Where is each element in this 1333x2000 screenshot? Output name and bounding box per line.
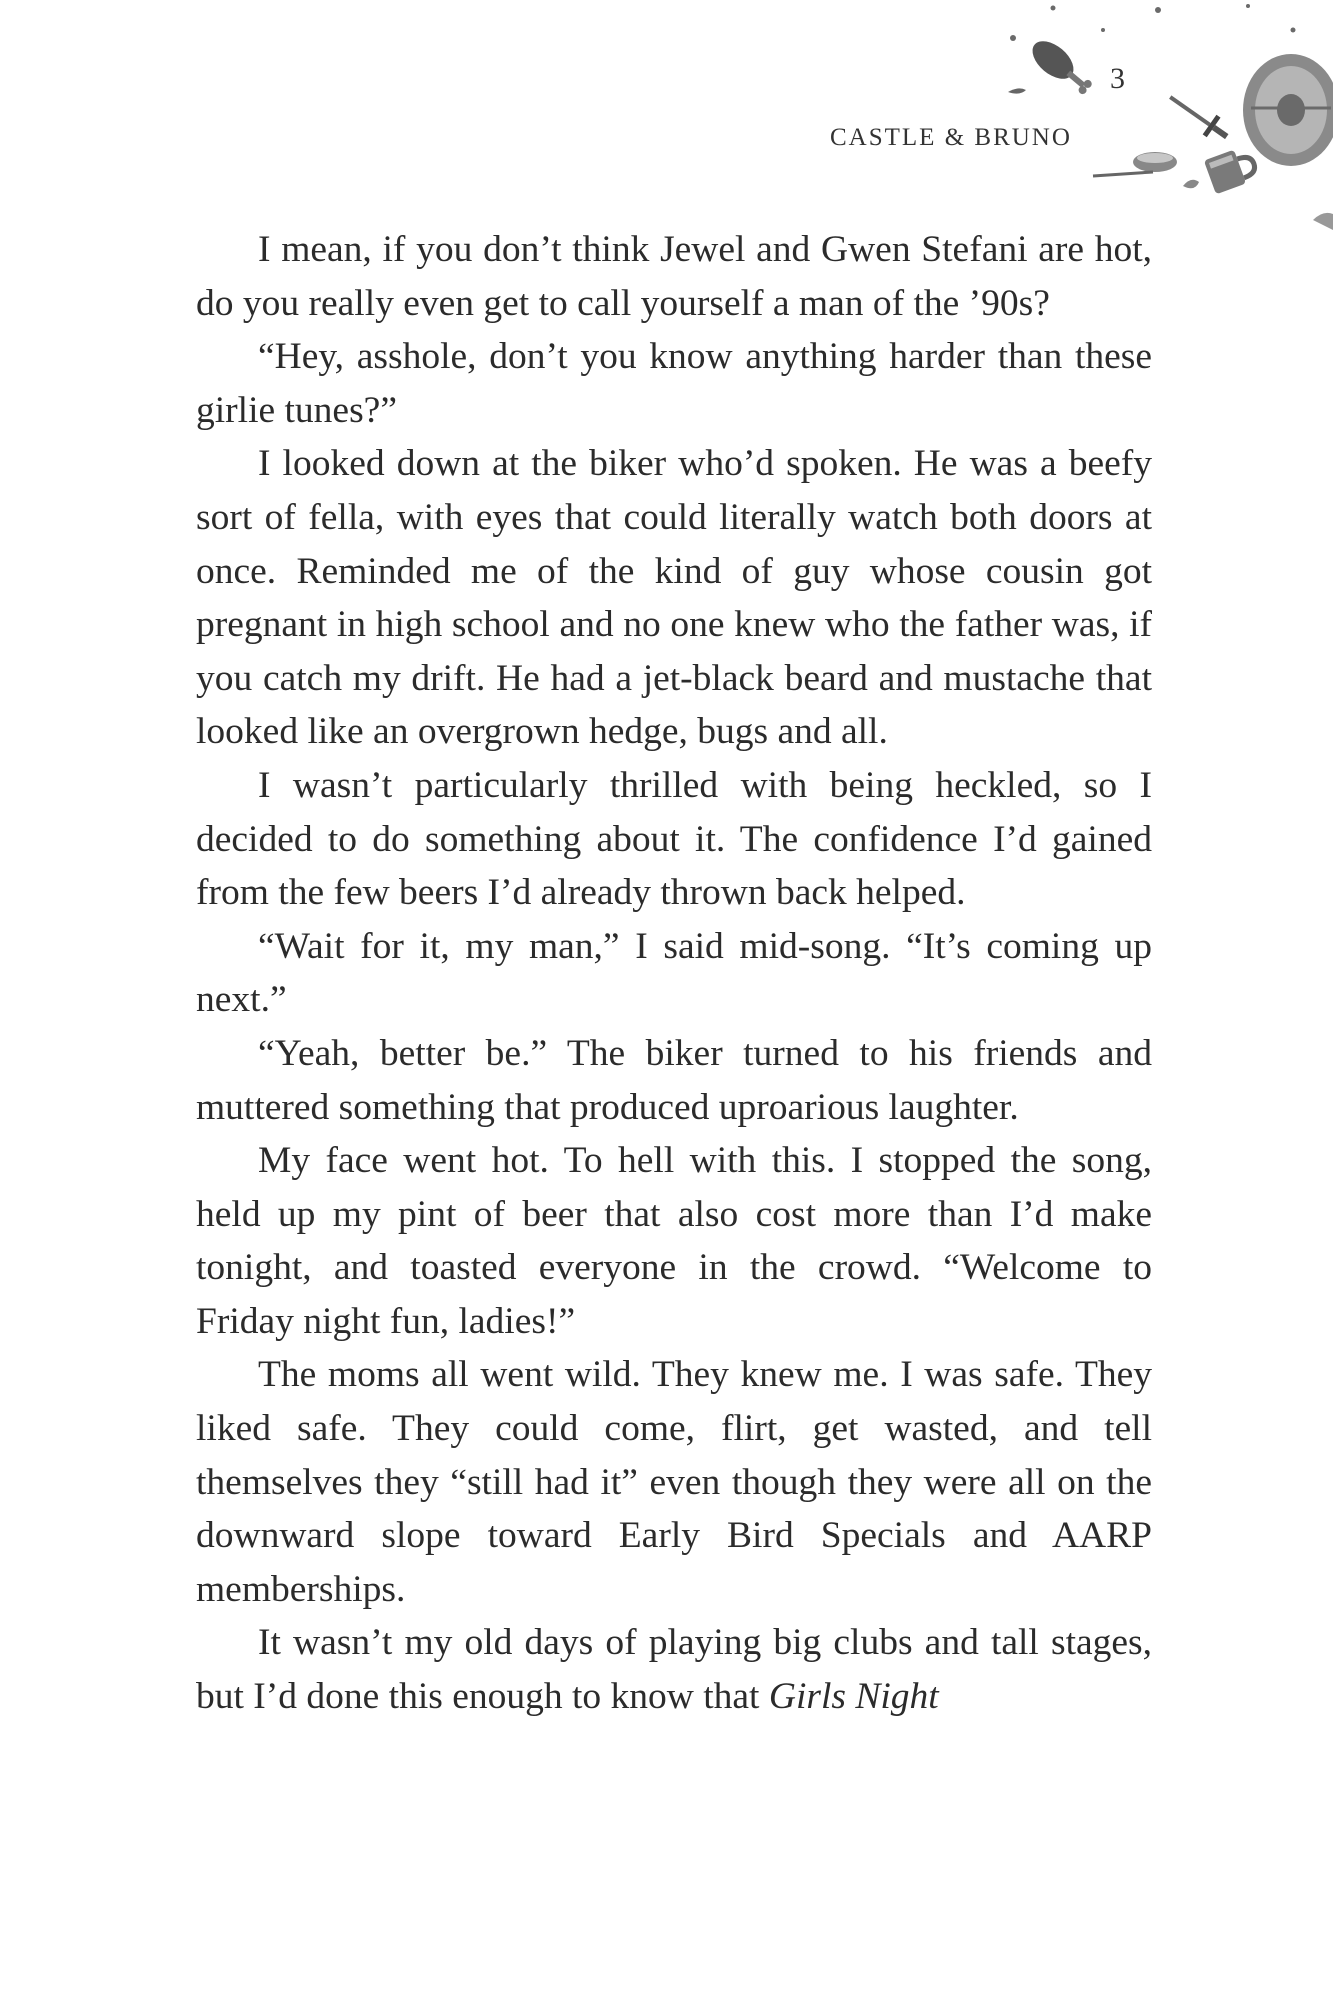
leaf-icon <box>1008 88 1026 93</box>
paragraph: I mean, if you don’t think Jewel and Gwen Stefani are hot, do you really even get to call yourself a man of the ’90s? <box>196 229 1152 324</box>
speck-icon <box>1155 7 1161 13</box>
dagger-icon <box>1163 87 1233 146</box>
body-text <box>196 223 1152 1724</box>
page-number: 3 <box>1110 62 1126 95</box>
paragraph: “Hey, asshole, don’t you know anything harder than these girlie tunes?” <box>196 336 1152 431</box>
running-head: CASTLE & BRUNO <box>830 124 1072 151</box>
speck-icon <box>1010 35 1016 41</box>
paragraph: “Wait for it, my man,” I said mid-song. “It’s coming up next.” <box>196 925 1152 1021</box>
paragraph-last <box>196 1616 1152 1723</box>
paragraph: My face went hot. To hell with this. I stopped the song, held up my pint of beer that also cost more than I’d make tonight, and toasted everyone in the crowd. “Welcome to Friday night fun, ladies!” <box>196 1140 1152 1342</box>
paragraph: “Yeah, better be.” The biker turned to his friends and muttered something that produced uproarious laughter. <box>196 1032 1152 1128</box>
speck-icon <box>1246 4 1250 8</box>
corner-illustration <box>993 0 1333 230</box>
book-title-italic: Girls Night <box>768 1676 939 1718</box>
paragraph: I looked down at the biker who’d spoken. He was a beefy sort of fella, with eyes that could literally watch both doors at once. Reminded me of the kind of guy whose cousin got pregnant in high school and no one knew who the father was, if you catch my drift. He had a jet-black beard and mustache that looked like an overgrown hedge, bugs and all. <box>196 443 1152 753</box>
fragment-icon <box>1313 213 1333 230</box>
paragraph: I wasn’t particularly thrilled with being heckled, so I decided to do something about it. The confidence I’d gained from the few beers I’d already thrown back helped. <box>196 764 1152 914</box>
turkey-leg-icon <box>1026 34 1098 100</box>
bowl-icon <box>1133 152 1177 172</box>
paragraph-last-text: It wasn’t my old days of playing big clubs and tall stages, but I’d done this enough to know that <box>196 1622 1152 1718</box>
paragraph: The moms all went wild. They knew me. I was safe. They liked safe. They could come, flirt, get wasted, and tell themselves they “still had it” even though they were all on the downward slope toward Early Bird Specials and AARP memberships. <box>196 1354 1152 1610</box>
speck-icon <box>1051 6 1056 11</box>
speck-icon <box>1101 28 1105 32</box>
feather-icon <box>1093 172 1199 188</box>
speck-icon <box>1291 28 1296 33</box>
shield-icon <box>1243 54 1333 166</box>
tankard-icon <box>1204 145 1260 195</box>
